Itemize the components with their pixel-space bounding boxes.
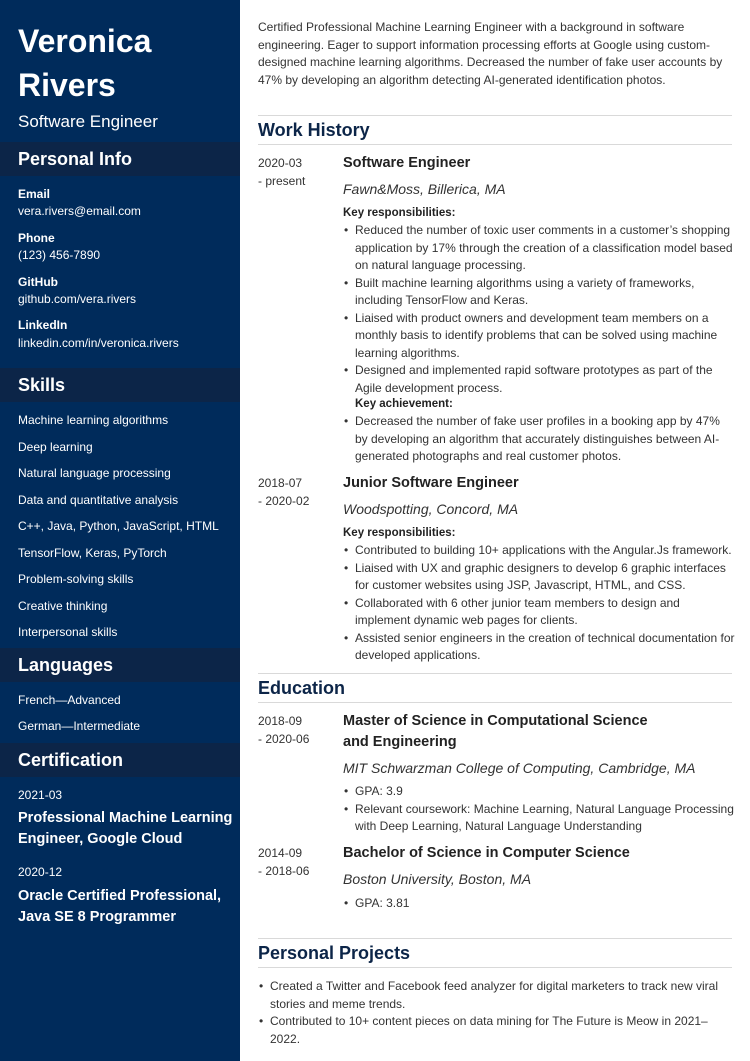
company: Woodspotting, Concord, MA xyxy=(343,501,519,517)
education-dates xyxy=(258,713,330,748)
achievement-label: Key achievement: xyxy=(355,398,453,410)
education-details xyxy=(343,895,735,913)
list-item: • GPA: 3.81 xyxy=(343,895,735,913)
phone-label: Phone xyxy=(18,231,55,245)
section-divider xyxy=(258,702,732,703)
skill-item: Creative thinking xyxy=(18,599,108,613)
skill-item: Problem-solving skills xyxy=(18,572,134,586)
languages-heading: Languages xyxy=(0,648,240,682)
list-item: • Built machine learning algorithms using a variety of frameworks, including TensorFlow and Keras. xyxy=(343,275,735,310)
job-title: Software Engineer xyxy=(343,155,471,171)
job-dates xyxy=(258,475,330,510)
skill-item: Interpersonal skills xyxy=(18,625,118,639)
skill-item: Data and quantitative analysis xyxy=(18,493,179,507)
cert-date: 2020-12 xyxy=(18,865,63,879)
list-item: • Collaborated with 6 other junior team members to design and implement dynamic web pages for clients. xyxy=(343,595,735,630)
sidebar xyxy=(0,0,240,1061)
school: Boston University, Boston, MA xyxy=(343,871,532,887)
degree: Bachelor of Science in Computer Science xyxy=(343,845,630,861)
personal-info-heading: Personal Info xyxy=(0,142,240,176)
skill-item: Natural language processing xyxy=(18,466,171,480)
cert-date: 2021-03 xyxy=(18,788,63,802)
language-item: German—Intermediate xyxy=(18,719,141,733)
email-value[interactable]: vera.rivers@email.com xyxy=(18,204,141,218)
responsibilities-list xyxy=(343,542,735,665)
list-item: • Assisted senior engineers in the creation of technical documentation for developed applications. xyxy=(343,630,735,665)
skill-item: TensorFlow, Keras, PyTorch xyxy=(18,546,167,560)
education-dates xyxy=(258,845,330,880)
projects-heading: Personal Projects xyxy=(258,943,411,963)
github-label: GitHub xyxy=(18,275,58,289)
job-role: Software Engineer xyxy=(18,112,158,131)
list-item: • Relevant coursework: Machine Learning, Natural Language Processing with Deep Learning, Natural Language Understanding xyxy=(343,801,735,836)
job-dates xyxy=(258,155,330,190)
date-start: 2018-09 xyxy=(258,714,303,728)
skill-item: Machine learning algorithms xyxy=(18,413,169,427)
date-end: - 2020-06 xyxy=(258,731,310,746)
list-item: • Liaised with product owners and development team members on a monthly basis to identify problems that can be solved using machine learning algorithms. xyxy=(343,310,735,363)
responsibilities-list xyxy=(343,222,735,397)
date-end: - present xyxy=(258,173,306,188)
list-item: • Contributed to 10+ content pieces on data mining for The Future is Meow in 2021–2022. xyxy=(258,1013,736,1048)
github-value[interactable]: github.com/vera.rivers xyxy=(18,292,137,306)
date-end: - 2020-02 xyxy=(258,493,310,508)
date-end: - 2018-06 xyxy=(258,863,310,878)
date-start: 2014-09 xyxy=(258,846,303,860)
certification-heading: Certification xyxy=(0,743,240,777)
section-divider xyxy=(258,673,732,674)
list-item: • Contributed to building 10+ applications with the Angular.Js framework. xyxy=(343,542,735,560)
skills-heading: Skills xyxy=(0,368,240,402)
email-label: Email xyxy=(18,187,51,201)
last-name: Rivers xyxy=(18,67,116,103)
responsibilities-label: Key responsibilities: xyxy=(343,207,456,219)
company: Fawn&Moss, Billerica, MA xyxy=(343,181,506,197)
candidate-name xyxy=(18,19,233,107)
summary: Certified Professional Machine Learning Engineer with a background in software engineering. Eager to support information processing efforts at Google using custom-designed machine learning algorithms. Decreased the number of fake user accounts by 47% by developing an algorithm detecting AI-generated identification photos. xyxy=(258,20,723,87)
language-item: French—Advanced xyxy=(18,693,121,707)
first-name: Veronica xyxy=(18,23,152,59)
skill-item: C++, Java, Python, JavaScript, HTML xyxy=(18,519,219,533)
phone-value[interactable]: (123) 456-7890 xyxy=(18,248,101,262)
job-title: Junior Software Engineer xyxy=(343,475,519,491)
list-item: • Reduced the number of toxic user comments in a customer’s shopping application by 17% through the creation of a classification model based on natural language processing. xyxy=(343,222,735,275)
list-item: • Decreased the number of fake user profiles in a booking app by 47% by developing an algorithm that accurately distinguishes between AI-generated photographs and real customer photos. xyxy=(343,413,735,466)
list-item: • Liaised with UX and graphic designers to develop 6 graphic interfaces for customer websites using JSP, Javascript, HTML, and CSS. xyxy=(343,560,735,595)
section-divider xyxy=(258,967,732,968)
responsibilities-label: Key responsibilities: xyxy=(343,527,456,539)
projects-list xyxy=(258,978,736,1048)
cert-title: Oracle Certified Professional, Java SE 8 Programmer xyxy=(18,888,222,925)
school: MIT Schwarzman College of Computing, Cambridge, MA xyxy=(343,760,696,776)
section-divider xyxy=(258,938,732,939)
education-heading: Education xyxy=(258,678,346,698)
education-details xyxy=(343,783,735,836)
list-item: • GPA: 3.9 xyxy=(343,783,735,801)
date-start: 2018-07 xyxy=(258,476,303,490)
linkedin-label: LinkedIn xyxy=(18,318,68,332)
cert-title: Professional Machine Learning Engineer, Google Cloud xyxy=(18,810,233,847)
list-item: • Created a Twitter and Facebook feed analyzer for digital marketers to track new viral stories and meme trends. xyxy=(258,978,736,1013)
list-item: • Designed and implemented rapid software prototypes as part of the Agile development process. xyxy=(343,362,735,397)
section-divider xyxy=(258,144,732,145)
skill-item: Deep learning xyxy=(18,440,93,454)
degree: Master of Science in Computational Science and Engineering xyxy=(343,713,648,750)
linkedin-value[interactable]: linkedin.com/in/veronica.rivers xyxy=(18,336,179,350)
work-history-heading: Work History xyxy=(258,120,370,140)
achievements-list xyxy=(343,413,735,466)
section-divider xyxy=(258,115,732,116)
date-start: 2020-03 xyxy=(258,156,303,170)
